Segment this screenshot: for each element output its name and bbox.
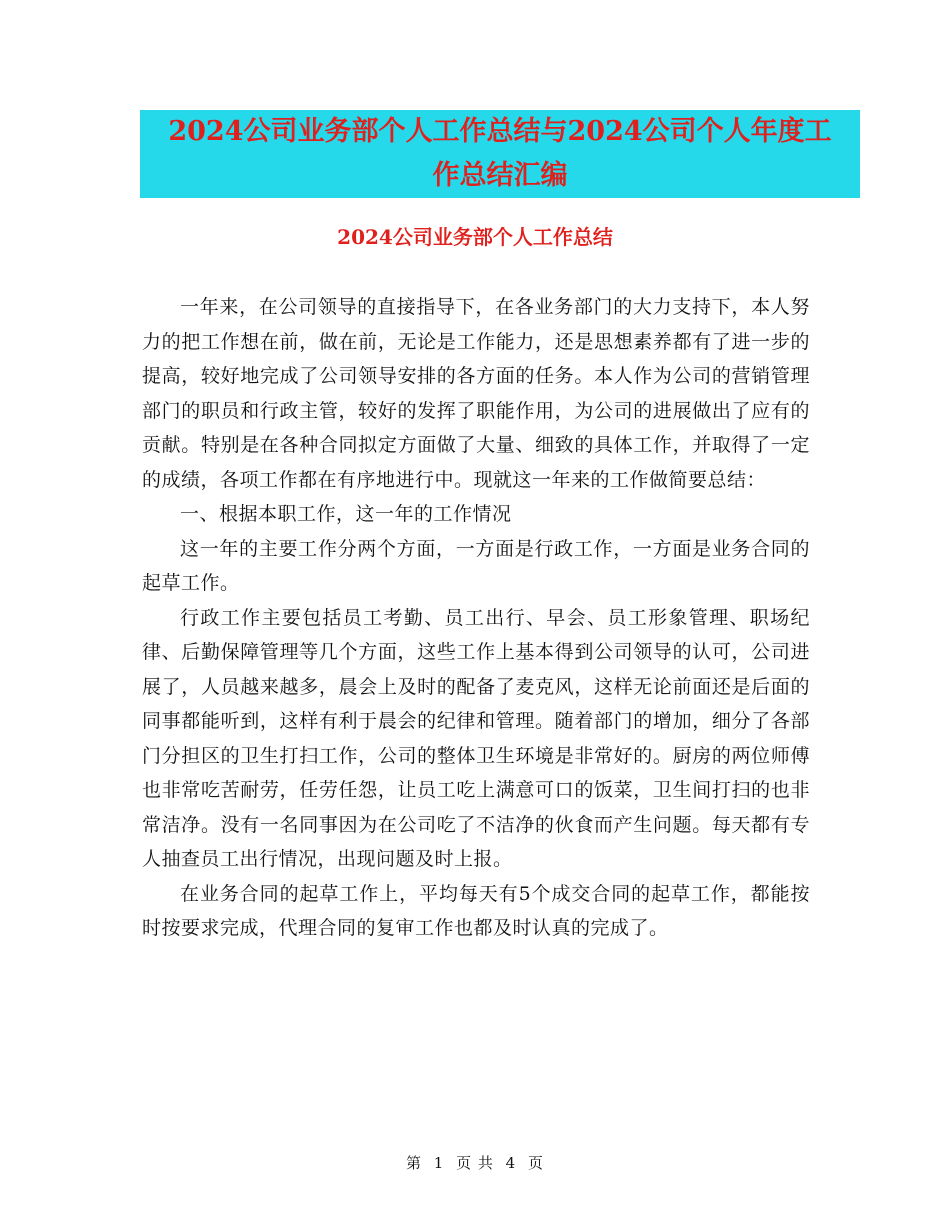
footer-page-number: 1 (433, 1154, 445, 1172)
footer-page-mid: 页 共 (456, 1154, 494, 1172)
footer-page-suffix: 页 (528, 1154, 545, 1172)
document-title-line-1: 2024公司业务部个人工作总结与2024公司个人年度工 (168, 116, 832, 147)
paragraph-admin-work: 行政工作主要包括员工考勤、员工出行、早会、员工形象管理、职场纪律、后勤保障管理等几个方面，这些工作上基本得到公司领导的认可，公司进展了，人员越来越多，晨会上及时的配备了麦克风，这样无论前面还是后面的同事都能听到，这样有利于晨会的纪律和管理。随着部门的增加，细分了各部门分担区的卫生打扫工作，公司的整体卫生环境是非常好的。厨房的两位师傅也非常吃苦耐劳，任劳任怨，让员工吃上满意可口的饭菜，卫生间打扫的也非常洁净。没有一名同事因为在公司吃了不洁净的伙食而产生问题。每天都有专人抽查员工出行情况，出现问题及时上报。 (142, 606, 810, 870)
section-title: 2024公司业务部个人工作总结 (337, 225, 613, 249)
paragraph-heading-1: 一、根据本职工作，这一年的工作情况 (180, 503, 512, 525)
document-title-line-2: 作总结汇编 (432, 160, 568, 191)
document-title (140, 110, 860, 198)
page-footer (0, 1152, 950, 1173)
paragraph-intro: 一年来，在公司领导的直接指导下，在各业务部门的大力支持下，本人努力的把工作想在前，做在前，无论是工作能力，还是思想素养都有了进一步的提高，较好地完成了公司领导安排的各方面的任务。本人作为公司的营销管理部门的职员和行政主管，较好的发挥了职能作用，为公司的进展做出了应有的贡献。特别是在各种合同拟定方面做了大量、细致的具体工作，并取得了一定的成绩，各项工作都在有序地进行中。现就这一年来的工作做简要总结： (142, 296, 810, 491)
footer-total-pages: 4 (505, 1154, 517, 1172)
paragraph-contract-work: 在业务合同的起草工作上，平均每天有5个成交合同的起草工作，都能按时按要求完成，代理合同的复审工作也都及时认真的完成了。 (142, 882, 810, 939)
paragraph-main-work: 这一年的主要工作分两个方面，一方面是行政工作，一方面是业务合同的起草工作。 (142, 537, 810, 594)
document-body (142, 290, 810, 946)
footer-page-prefix: 第 (405, 1154, 422, 1172)
